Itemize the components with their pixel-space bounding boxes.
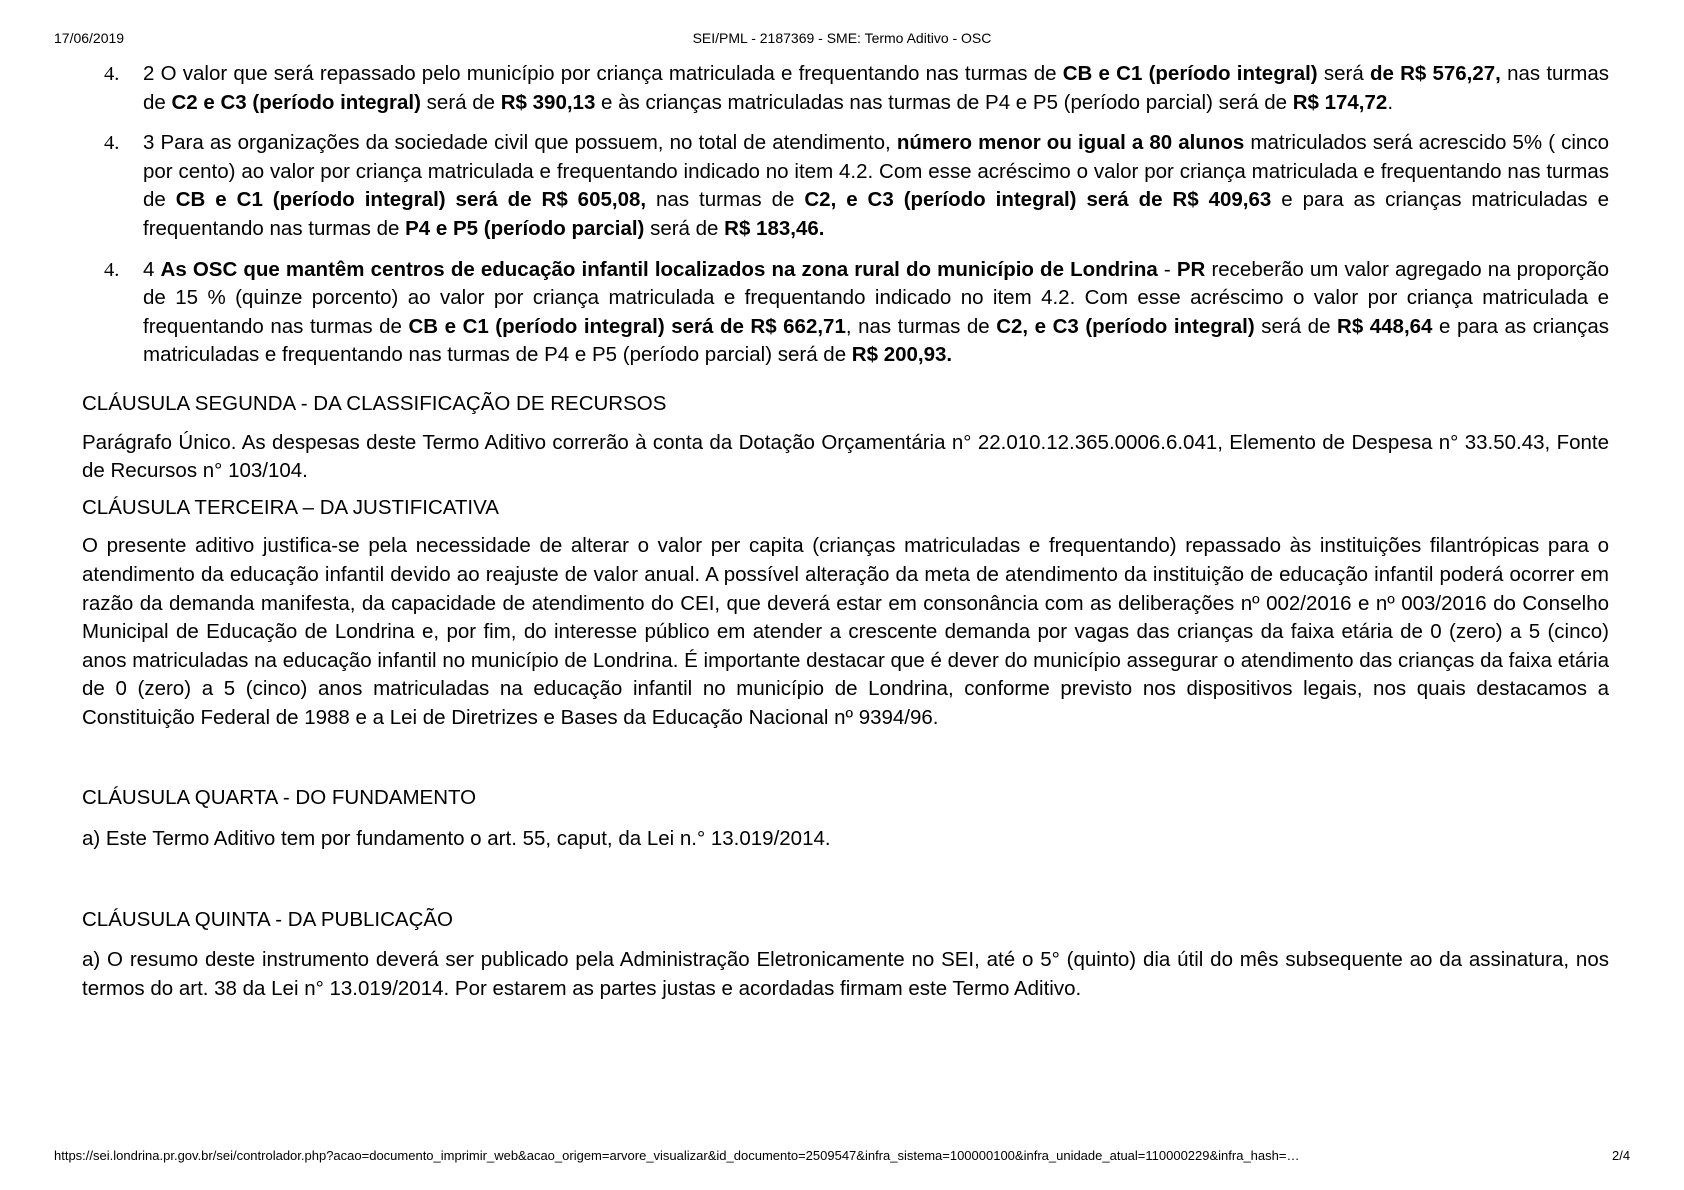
- page-number: 2/4: [1612, 1148, 1631, 1163]
- clause-quarta-text: a) Este Termo Aditivo tem por fundamento o art. 55, caput, da Lei n.° 13.019/2014.: [82, 827, 831, 851]
- clause-segunda-title: CLÁUSULA SEGUNDA - DA CLASSIFICAÇÃO DE RECURSOS: [82, 391, 667, 415]
- list-item-text: 4 As OSC que mantêm centros de educação infantil localizados na zona rural do município de Londrina - PR receberão um valor agregado na proporção de 15 % (quinze porcento) ao valor por criança matriculada e frequentando indicado no item 4.2. Com esse acréscimo o valor por criança matriculada e frequentando nas turmas de CB e C1 (período integral) será de R$ 662,71, nas turmas de C2, e C3 (período integral) será de R$ 448,64 e para as crianças matriculadas e frequentando nas turmas de P4 e P5 (período parcial) será de R$ 200,93.: [143, 257, 1610, 367]
- print-date: 17/06/2019: [54, 30, 125, 46]
- list-item-text: 2 O valor que será repassado pelo município por criança matriculada e frequentando nas turmas de CB e C1 (período integral) será de R$ 576,27, nas turmas de C2 e C3 (período integral) será de R$ 390,13 e às crianças matriculadas nas turmas de P4 e P5 (período parcial) será de R$ 174,72.: [143, 62, 1609, 114]
- print-title: SEI/PML - 2187369 - SME: Termo Aditivo - OSC: [692, 30, 992, 46]
- list-item-number: 4.: [104, 258, 120, 281]
- list-item-4-4: [82, 256, 1609, 370]
- list-item-4-2: [82, 60, 1609, 117]
- list-item-number: 4.: [104, 132, 120, 155]
- clause-quarta-title: CLÁUSULA QUARTA - DO FUNDAMENTO: [82, 786, 477, 810]
- clause-segunda-text: Parágrafo Único. As despesas deste Termo Aditivo correrão à conta da Dotação Orçamentária n° 22.010.12.365.0006.6.041, Elemento de Despesa n° 33.50.43, Fonte de Recursos n° 103/104.: [82, 430, 1609, 483]
- list-item-number: 4.: [104, 63, 120, 85]
- list-item-4-3: [82, 129, 1609, 243]
- document-body: [82, 60, 1609, 1003]
- list-item-text: 3 Para as organizações da sociedade civil que possuem, no total de atendimento, número menor ou igual a 80 alunos matriculados será acrescido 5% ( cinco por cento) ao valor por criança matriculada e frequentando indicado no item 4.2. Com esse acréscimo o valor por criança matriculada e frequentando nas turmas de CB e C1 (período integral) será de R$ 605,08, nas turmas de C2, e C3 (período integral) será de R$ 409,63 e para as crianças matriculadas e frequentando nas turmas de P4 e P5 (período parcial) será de R$ 183,46.: [143, 131, 1609, 240]
- clause-terceira-title: CLÁUSULA TERCEIRA – DA JUSTIFICATIVA: [82, 495, 499, 519]
- clause-terceira-text: O presente aditivo justifica-se pela necessidade de alterar o valor per capita (crianças matriculadas e frequentando) repassado às instituições filantrópicas para o atendimento da educação infantil devido ao reajuste de valor anual. A possível alteração da meta de atendimento da instituição de educação infantil poderá ocorrer em razão da demanda manifesta, da capacidade de atendimento do CEI, que deverá estar em consonância com as deliberações nº 002/2016 e nº 003/2016 do Conselho Municipal de Educação de Londrina e, por fim, do interesse público em atender a crescente demanda por vagas das crianças da faixa etária de 0 (zero) a 5 (cinco) anos matriculadas na educação infantil no município de Londrina. É importante destacar que é dever do município assegurar o atendimento das crianças da faixa etária de 0 (zero) a 5 (cinco) anos matriculadas na educação infantil no município de Londrina, conforme previsto nos dispositivos legais, nos quais destacamos a Constituição Federal de 1988 e a Lei de Diretrizes e Bases da Educação Nacional nº 9394/96.: [82, 534, 1609, 729]
- clause-quinta-text: a) O resumo deste instrumento deverá ser publicado pela Administração Eletronicamente no SEI, até o 5° (quinto) dia útil do mês subsequente ao da assinatura, nos termos do art. 38 da Lei n° 13.019/2014. Por estarem as partes justas e acordadas firmam este Termo Aditivo.: [82, 948, 1609, 1000]
- clause-quinta-title: CLÁUSULA QUINTA - DA PUBLICAÇÃO: [82, 907, 454, 931]
- print-url: https://sei.londrina.pr.gov.br/sei/controlador.php?acao=documento_imprimir_web&acao_origem=arvore_visualizar&id_documento=2509547&infra_sistema=100000100&infra_unidade_atual=110000229&infra_hash=…: [54, 1148, 1300, 1163]
